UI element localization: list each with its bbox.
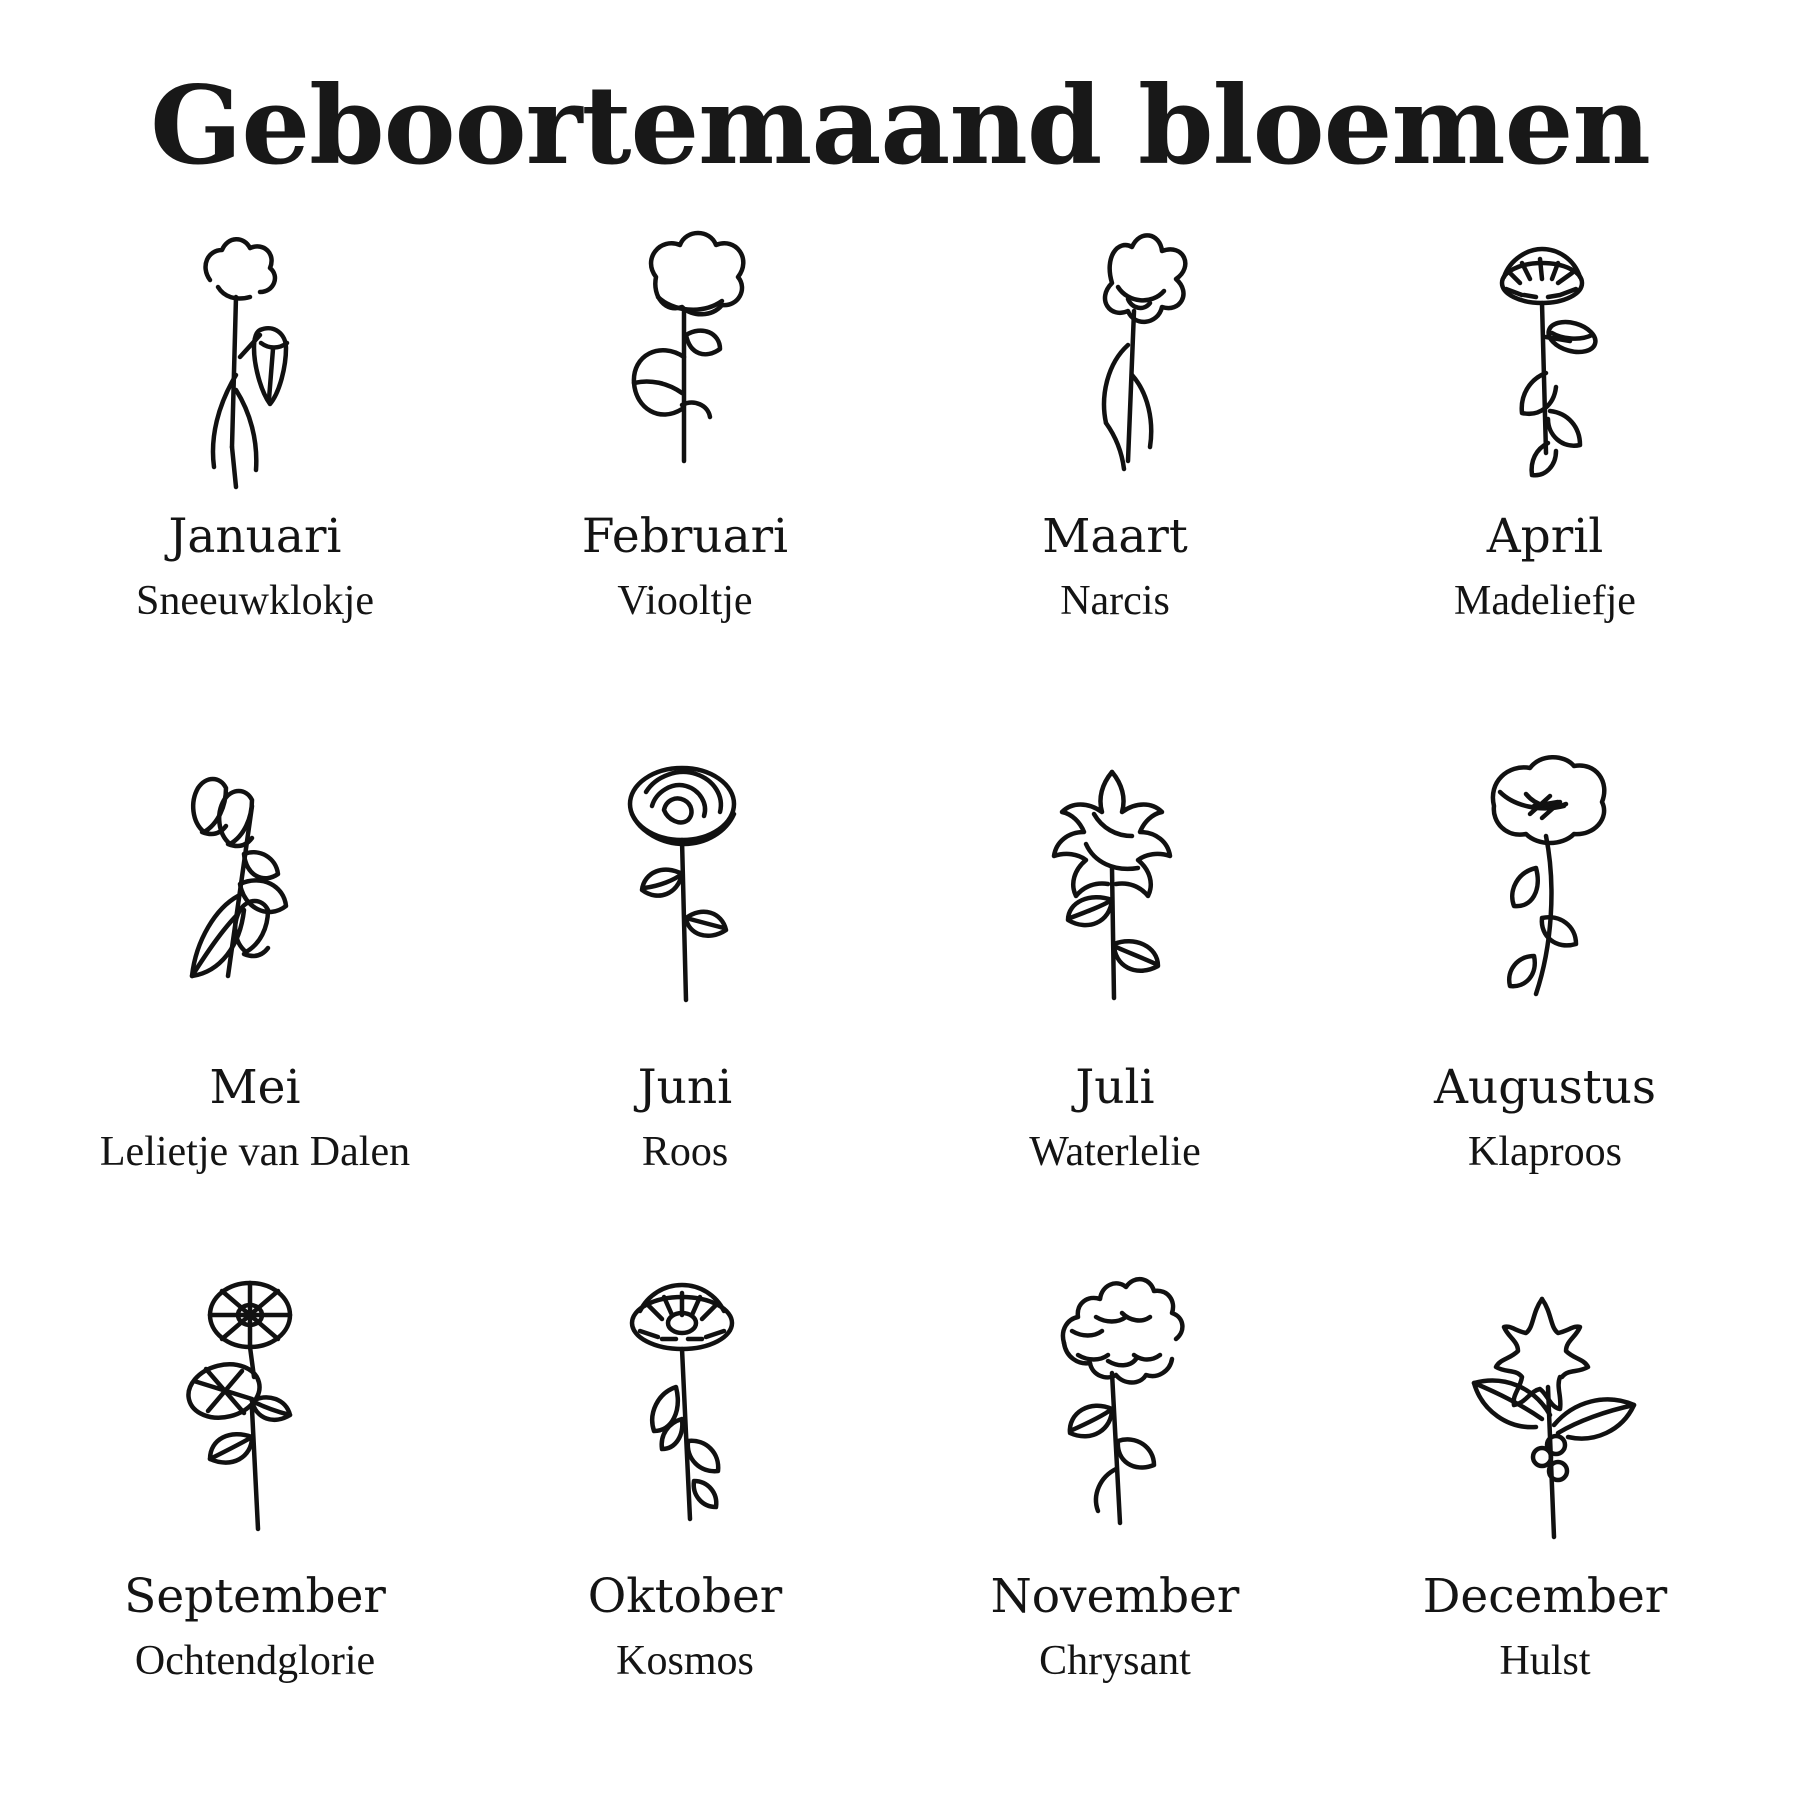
flower-label: Madeliefje [1454, 578, 1636, 625]
month-label: Maart [1042, 509, 1188, 565]
month-cell-april [1330, 217, 1760, 738]
month-label: Mei [209, 1060, 301, 1116]
month-label: Februari [581, 509, 789, 565]
month-label: November [990, 1569, 1240, 1625]
month-label: Juni [637, 1060, 733, 1116]
poppy-flower-icon [1430, 738, 1660, 1038]
month-cell-november [900, 1259, 1330, 1780]
month-cell-december [1330, 1259, 1760, 1780]
cosmos-flower-icon [570, 1259, 800, 1549]
flower-label: Sneeuwklokje [136, 578, 374, 625]
month-cell-oktober [470, 1259, 900, 1780]
morning-glory-icon [140, 1259, 370, 1549]
month-cell-juni [470, 738, 900, 1259]
month-label: Oktober [587, 1569, 783, 1625]
page-title: Geboortemaand bloemen [150, 63, 1650, 189]
month-cell-februari [470, 217, 900, 738]
holly-branch-icon [1430, 1259, 1660, 1549]
rose-flower-icon [570, 738, 800, 1038]
month-label: Juli [1075, 1060, 1155, 1116]
flower-label: Roos [641, 1129, 729, 1176]
month-label: September [124, 1569, 386, 1625]
flower-label: Klaproos [1468, 1129, 1622, 1176]
month-cell-september [40, 1259, 470, 1780]
flower-label: Narcis [1060, 578, 1170, 625]
month-label: Augustus [1434, 1060, 1656, 1116]
daisy-flower-icon [1430, 217, 1660, 495]
month-cell-augustus [1330, 738, 1760, 1259]
month-cell-januari [40, 217, 470, 738]
month-cell-maart [900, 217, 1330, 738]
lily-of-the-valley-icon [140, 738, 370, 1038]
month-cell-mei [40, 738, 470, 1259]
daffodil-flower-icon [1000, 217, 1230, 495]
flower-label: Ochtendglorie [134, 1638, 376, 1685]
water-lily-icon [1000, 738, 1230, 1038]
month-label: Januari [168, 509, 342, 565]
month-label: April [1486, 509, 1604, 565]
chrysanthemum-icon [1000, 1259, 1230, 1549]
snowdrop-flower-icon [140, 217, 370, 495]
flower-label: Chrysant [1039, 1638, 1191, 1685]
month-cell-juli [900, 738, 1330, 1259]
month-label: December [1422, 1569, 1668, 1625]
flower-label: Viooltje [617, 578, 753, 625]
flower-label: Waterlelie [1029, 1129, 1201, 1176]
flower-label: Lelietje van Dalen [99, 1129, 411, 1176]
flower-label: Kosmos [616, 1638, 754, 1685]
violet-flower-icon [570, 217, 800, 495]
months-grid [40, 217, 1760, 1780]
flower-label: Hulst [1499, 1638, 1591, 1685]
